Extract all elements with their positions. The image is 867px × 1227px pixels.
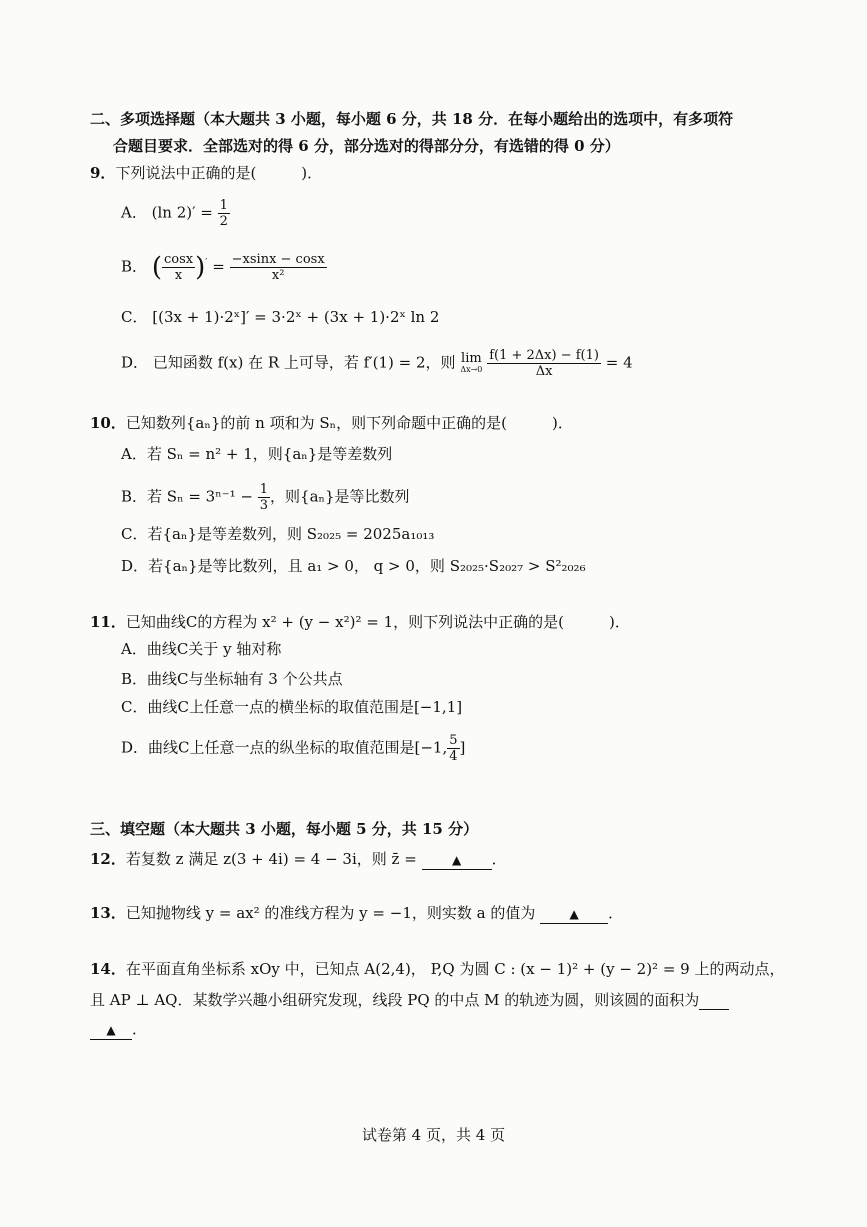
q9-option-a <box>121 198 230 229</box>
section2-title-line2: 合题目要求．全部选对的得 6 分，部分选对的得部分分，有选错的得 0 分） <box>113 137 620 155</box>
question-text: 若复数 z 满足 z(3 + 4i) = 4 − 3i，则 z̄ = <box>125 850 417 868</box>
limit-word: lim <box>461 350 482 366</box>
question-14-line2 <box>90 991 729 1010</box>
right-paren: ) <box>195 252 206 283</box>
question-number: 10． <box>90 414 126 432</box>
q10-option-b <box>121 482 410 513</box>
question-9-stem <box>90 164 322 182</box>
denominator: x <box>162 267 195 283</box>
option-label: A． <box>121 203 147 222</box>
q11-option-c: C．曲线C上任意一点的横坐标的取值范围是[−1,1] <box>121 698 463 716</box>
q9-option-c <box>121 308 439 326</box>
question-text: 已知抛物线 y = ax² 的准线方程为 y = −1，则实数 a 的值为 <box>125 904 536 922</box>
numerator: cosx <box>163 252 194 267</box>
numerator: −xsinx − cosx <box>231 252 325 267</box>
q10-option-c: C．若{aₙ}是等差数列，则 S₂₀₂₅ = 2025a₁₀₁₃ <box>121 525 435 543</box>
question-number: 11． <box>90 613 126 631</box>
punctuation: ． <box>491 850 507 868</box>
q11-option-a: A．曲线C关于 y 轴对称 <box>121 640 282 658</box>
question-14-line1 <box>90 960 784 978</box>
left-paren: ( <box>151 252 162 283</box>
option-text-end: ] <box>459 738 466 757</box>
denominator: 3 <box>259 498 269 513</box>
punctuation: ． <box>608 904 624 922</box>
question-11-stem <box>90 613 630 631</box>
question-number: 9． <box>90 164 116 182</box>
option-text: (ln 2)′ = <box>151 203 213 222</box>
numerator: f(1 + 2Δx) − f(1) <box>489 348 599 363</box>
q10-option-d: D．若{aₙ}是等比数列，且 a₁ > 0， q > 0，则 S₂₀₂₅·S₂₀₂₇ > S²₂₀₂₆ <box>121 557 586 575</box>
triangle-icon: ▲ <box>451 853 462 867</box>
triangle-icon: ▲ <box>106 1023 116 1037</box>
question-text: 在平面直角坐标系 xOy 中，已知点 A(2,4)， P,Q 为圆 C : (x − 1)² + (y − 2)² = 9 上的两动点， <box>125 960 785 978</box>
fraction <box>487 348 601 379</box>
section3-title: 三、填空题（本大题共 3 小题，每小题 5 分，共 15 分） <box>90 820 479 838</box>
question-number: 13． <box>90 904 126 922</box>
answer-blank <box>90 1020 132 1040</box>
fraction <box>218 198 230 229</box>
question-text: 已知数列{aₙ}的前 n 项和为 Sₙ，则下列命题中正确的是( )． <box>125 414 573 432</box>
q9-option-d <box>121 348 633 379</box>
q11-option-d <box>121 733 465 764</box>
denominator: 2 <box>219 214 228 229</box>
numerator: 1 <box>219 198 228 213</box>
question-number: 14． <box>90 960 126 978</box>
q11-option-b: B．曲线C与坐标轴有 3 个公共点 <box>121 670 343 688</box>
option-text: 已知函数 f(x) 在 R 上可导，若 f′(1) = 2，则 <box>152 353 456 372</box>
option-text-end: = 4 <box>605 353 633 372</box>
limit <box>460 350 483 375</box>
option-text: B．若 Sₙ = 3ⁿ⁻¹ − <box>121 487 253 506</box>
question-text: 且 AP ⊥ AQ．某数学兴趣小组研究发现，线段 PQ 的中点 M 的轨迹为圆，则该圆的面积为 <box>90 991 700 1009</box>
fraction <box>447 733 459 764</box>
section2-title-line1: 二、多项选择题（本大题共 3 小题，每小题 6 分，共 18 分．在每小题给出的选项中，有多项符 <box>90 110 734 128</box>
denominator: 4 <box>449 749 458 764</box>
question-14-line3 <box>90 1020 147 1040</box>
triangle-icon: ▲ <box>569 907 579 921</box>
numerator: 5 <box>449 733 458 748</box>
page-footer: 试卷第 4 页，共 4 页 <box>361 1126 506 1144</box>
denominator: x² <box>230 267 327 283</box>
limit-sub: Δx→0 <box>460 364 483 374</box>
question-12 <box>90 850 507 870</box>
option-text: D．曲线C上任意一点的纵坐标的取值范围是[−1, <box>121 738 448 757</box>
option-text-end: ，则{aₙ}是等比数列 <box>270 487 410 506</box>
question-10-stem <box>90 414 573 432</box>
option-label: C． <box>121 308 148 326</box>
fraction <box>258 482 270 513</box>
answer-blank <box>422 850 492 870</box>
question-number: 12． <box>90 850 126 868</box>
question-text: 已知曲线C的方程为 x² + (y − x²)² = 1，则下列说法中正确的是( )． <box>125 613 630 631</box>
option-label: D． <box>121 353 149 372</box>
denominator: Δx <box>487 363 601 379</box>
answer-blank-start <box>699 991 729 1010</box>
fraction <box>230 252 327 283</box>
numerator: 1 <box>259 482 269 497</box>
answer-blank <box>540 904 608 924</box>
fraction <box>162 252 195 283</box>
q10-option-a: A．若 Sₙ = n² + 1，则{aₙ}是等差数列 <box>121 445 393 463</box>
option-label: B． <box>121 257 148 276</box>
question-13 <box>90 904 623 924</box>
punctuation: ． <box>132 1020 148 1038</box>
q9-option-b: B． ( $\frac{\cos x}{x}$ )′ = $\frac{-xsinx - \cos x}{\text{x²}}$ <box>121 252 325 283</box>
option-text: [(3x + 1)·2ˣ]′ = 3·2ˣ + (3x + 1)·2ˣ ln 2 <box>152 308 440 326</box>
question-text: 下列说法中正确的是( )． <box>115 164 323 182</box>
